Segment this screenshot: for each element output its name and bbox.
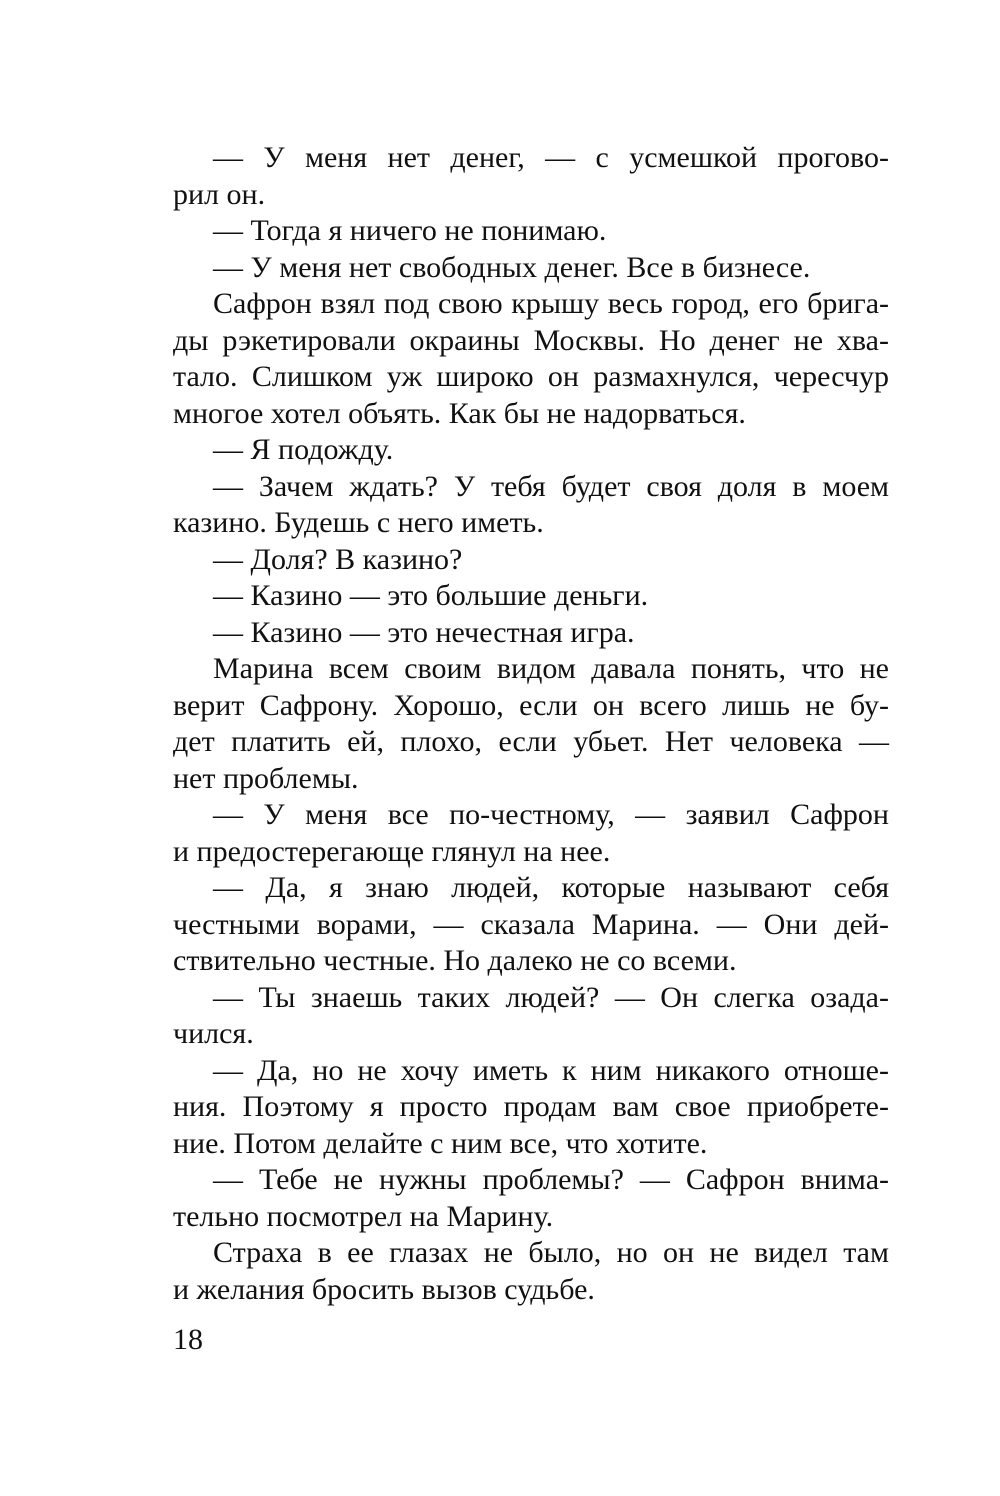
text-line: чился.: [173, 1017, 254, 1050]
text-line: — Да, я знаю людей, которые называют себя: [213, 871, 889, 904]
text-line: и предостерегающе глянул на нее.: [173, 834, 611, 868]
text-line: — Тогда я ничего не понимаю.: [213, 214, 607, 247]
text-line: ния. Поэтому я просто продам вам свое приобрете-: [173, 1090, 889, 1123]
text-line: честными ворами, — сказала Марина. — Они дей-: [173, 907, 889, 941]
text-line: — Казино — это нечестная игра.: [213, 615, 635, 649]
text-line: — Зачем ждать? У тебя будет своя доля в моем: [213, 469, 889, 503]
text-line: ние. Потом делайте с ним все, что хотите.: [173, 1126, 708, 1160]
text-line: верит Сафрону. Хорошо, если он всего лишь не бу-: [173, 688, 889, 722]
text-line: ствительно честные. Но далеко не со всеми.: [173, 944, 737, 977]
text-line: — Казино — это большие деньги.: [213, 579, 649, 612]
text-line: многое хотел объять. Как бы не надорваться.: [173, 396, 746, 430]
text-line: Страха в ее глазах не было, но он не видел там: [213, 1236, 889, 1269]
text-line: Марина всем своим видом давала понять, что не: [213, 652, 889, 685]
text-line: — Ты знаешь таких людей? — Он слегка озада-: [213, 980, 889, 1014]
text-line: тельно посмотрел на Марину.: [173, 1199, 554, 1233]
text-line: Сафрон взял под свою крышу весь город, его брига-: [213, 287, 889, 320]
text-line: — У меня нет свободных денег. Все в бизнесе.: [213, 250, 811, 284]
text-line: ды рэкетировали окраины Москвы. Но денег не хва-: [173, 323, 889, 357]
text-line: нет проблемы.: [173, 761, 359, 795]
text-line: — Да, но не хочу иметь к ним никакого отноше-: [213, 1053, 889, 1087]
text-line: — У меня все по-честному, — заявил Сафрон: [213, 798, 889, 831]
text-line: — Доля? В казино?: [213, 542, 463, 576]
text-line: — Я подожду.: [213, 433, 394, 466]
text-line: и желания бросить вызов судьбе.: [173, 1272, 595, 1306]
text-line: тало. Слишком уж широко он размахнулся, чересчур: [173, 360, 889, 393]
page-text: [173, 140, 889, 1308]
text-line: дет платить ей, плохо, если убьет. Нет человека —: [173, 725, 889, 758]
text-line: — Тебе не нужны проблемы? — Сафрон внима-: [213, 1163, 889, 1196]
text-line: рил он.: [173, 177, 266, 211]
page-number: 18: [173, 1323, 203, 1356]
text-line: казино. Будешь с него иметь.: [173, 506, 544, 539]
text-line: — У меня нет денег, — с усмешкой прогово-: [213, 141, 889, 174]
